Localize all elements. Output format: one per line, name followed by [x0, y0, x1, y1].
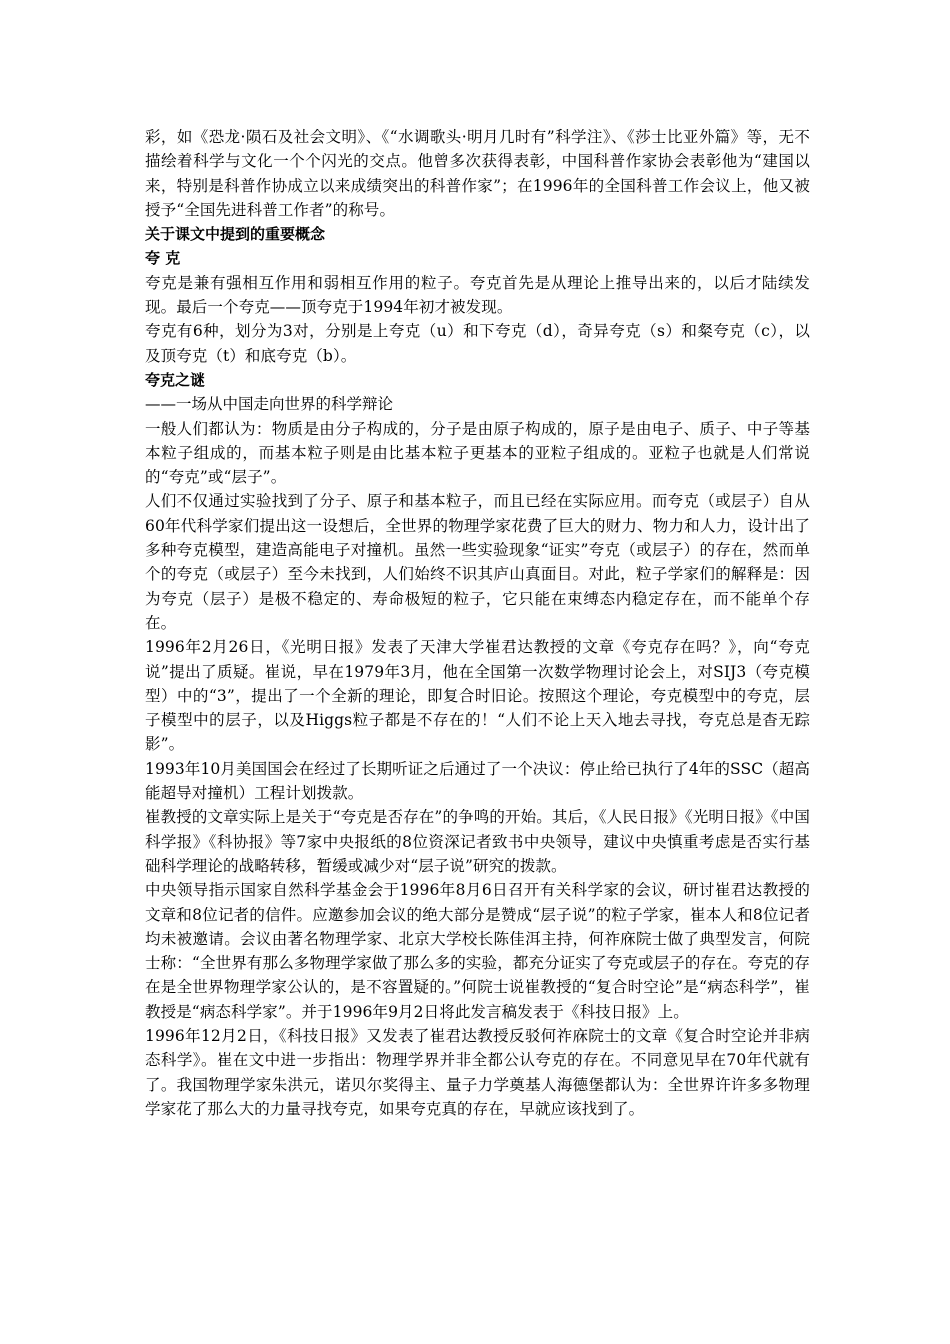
- body-paragraph: 一般人们都认为：物质是由分子构成的，分子是由原子构成的，原子是由电子、质子、中子等基本粒子组成的，而基本粒子则是由比基本粒子更基本的亚粒子组成的。亚粒子也就是人们常说的“夸克”或“层子”。: [145, 419, 810, 487]
- body-paragraph: 中央领导指示国家自然科学基金会于1996年8月6日召开有关科学家的会议，研讨崔君达教授的文章和8位记者的信件。应邀参加会议的绝大部分是赞成“层子说”的粒子学家，崔本人和8位记者均未被邀请。会议由著名物理学家、北京大学校长陈佳洱主持，何祚庥院士做了典型发言，何院士称：“全世界有那么多物理学家做了那么多的实验，都充分证实了夸克或层子的存在。夸克的存在是全世界物理学家公认的，是不容置疑的。”何院士说崔教授的“复合时空论”是“病态科学”，崔教授是“病态科学家”。并于1996年9月2日将此发言稿发表于《科技日报》上。: [145, 881, 810, 1021]
- intro-paragraph: 彩，如《恐龙·陨石及社会文明》、《“水调歌头·明月几时有”科学注》、《莎士比亚外篇》等，无不描绘着科学与文化一个个闪光的交点。他曾多次获得表彰，中国科普作家协会表彰他为“建国以来，特别是科普作协成立以来成绩突出的科普作家”；在1996年的全国科普工作会议上，他又被授予“全国先进科普工作者”的称号。: [145, 128, 810, 219]
- mystery-subtitle: ——一场从中国走向世界的科学辩论: [145, 395, 394, 414]
- body-paragraph: 人们不仅通过实验找到了分子、原子和基本粒子，而且已经在实际应用。而夸克（或层子）自从60年代科学家们提出这一设想后，全世界的物理学家花费了巨大的财力、物力和人力，设计出了多种夸克模型，建造高能电子对撞机。虽然一些实验现象“证实”夸克（或层子）的存在，然而单个的夸克（或层子）至今未找到，人们始终不识其庐山真面目。对此，粒子学家们的解释是：因为夸克（层子）是极不稳定的、寿命极短的粒子，它只能在束缚态内稳定存在，而不能单个存在。: [145, 492, 810, 632]
- section-heading: 关于课文中提到的重要概念: [145, 225, 326, 244]
- quark-heading: 夸 克: [145, 249, 181, 268]
- body-paragraph: 1996年12月2日，《科技日报》又发表了崔君达教授反驳何祚庥院士的文章《复合时空论并非病态科学》。崔在文中进一步指出：物理学界并非全都公认夸克的存在。不同意见早在70年代就有了。我国物理学家朱洪元，诺贝尔奖得主、量子力学奠基人海德堡都认为：全世界许许多多物理学家花了那么大的力量寻找夸克，如果夸克真的存在，早就应该找到了。: [145, 1026, 810, 1118]
- document-page: [145, 125, 810, 1121]
- mystery-heading: 夸克之谜: [145, 370, 206, 389]
- body-paragraph: 1996年2月26日，《光明日报》发表了天津大学崔君达教授的文章《夸克存在吗？》，向“夸克说”提出了质疑。崔说，早在1979年3月，他在全国第一次数学物理讨论会上，对SIJ3（夸克模型）中的“3”，提出了一个全新的理论，即复合时旧论。按照这个理论，夸克模型中的夸克，层子模型中的层子，以及Higgs粒子都是不存在的！“人们不论上天入地去寻找，夸克总是杳无踪影”。: [145, 638, 810, 754]
- quark-definition-paragraph: 夸克是兼有强相互作用和弱相互作用的粒子。夸克首先是从理论上推导出来的，以后才陆续发现。最后一个夸克——顶夸克于1994年初才被发现。: [145, 273, 810, 317]
- quark-types-paragraph: 夸克有6种，划分为3对，分别是上夸克（u）和下夸克（d），奇异夸克（s）和粲夸克（c），以及顶夸克（t）和底夸克（b）。: [145, 322, 810, 365]
- body-paragraph: 1993年10月美国国会在经过了长期听证之后通过了一个决议：停止给已执行了4年的SSC（超高能超导对撞机）工程计划拨款。: [145, 759, 810, 803]
- body-paragraph: 崔教授的文章实际上是关于“夸克是否存在”的争鸣的开始。其后，《人民日报》《光明日报》《中国科学报》《科协报》等7家中央报纸的8位资深记者致书中央领导，建议中央慎重考虑是否实行基础科学理论的战略转移，暂缓或减少对“层子说”研究的拨款。: [145, 808, 810, 875]
